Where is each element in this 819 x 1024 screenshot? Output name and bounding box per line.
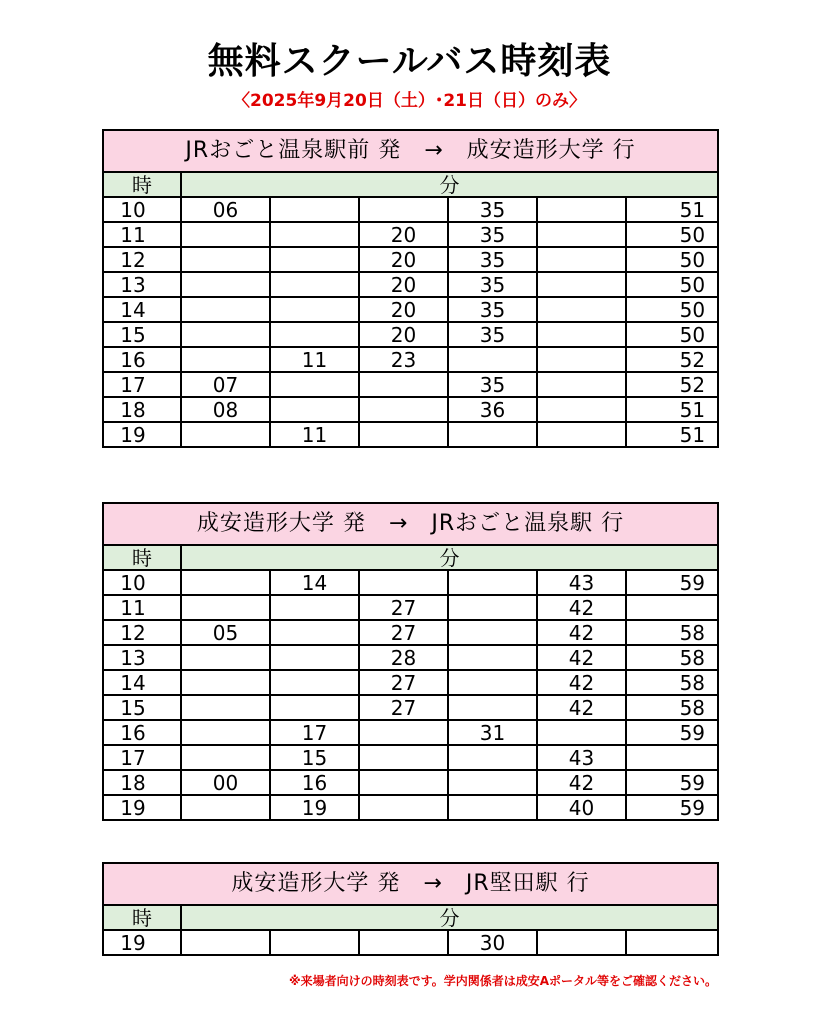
minute-cell bbox=[448, 770, 537, 795]
minute-cell: 52 bbox=[626, 372, 718, 397]
minute-cell bbox=[270, 322, 359, 347]
minute-cell: 35 bbox=[448, 247, 537, 272]
minute-cell: 27 bbox=[359, 620, 448, 645]
minute-cell: 11 bbox=[270, 422, 359, 447]
minute-cell: 35 bbox=[448, 197, 537, 222]
minute-cell: 30 bbox=[448, 930, 537, 955]
minute-cell bbox=[537, 422, 626, 447]
minute-cell bbox=[181, 570, 270, 595]
minute-cell: 27 bbox=[359, 670, 448, 695]
minute-cell bbox=[270, 930, 359, 955]
minute-cell bbox=[359, 570, 448, 595]
minute-cell: 35 bbox=[448, 272, 537, 297]
minute-cell bbox=[181, 422, 270, 447]
minute-cell: 15 bbox=[270, 745, 359, 770]
minute-cell bbox=[270, 297, 359, 322]
date-subtitle: 〈2025年9月20日（土）･21日（日）のみ〉 bbox=[233, 91, 586, 111]
column-header-row bbox=[103, 905, 718, 930]
table-row bbox=[103, 770, 718, 795]
minute-cell bbox=[359, 197, 448, 222]
table-row bbox=[103, 620, 718, 645]
minute-cell bbox=[181, 222, 270, 247]
route-title: 成安造形大学 発 → JR堅田駅 行 bbox=[103, 863, 718, 905]
minute-cell bbox=[181, 247, 270, 272]
minute-cell bbox=[181, 695, 270, 720]
table-row bbox=[103, 695, 718, 720]
table-row bbox=[103, 645, 718, 670]
table-row bbox=[103, 795, 718, 820]
minute-cell bbox=[181, 297, 270, 322]
minute-cell: 20 bbox=[359, 247, 448, 272]
hour-cell: 10 bbox=[103, 570, 181, 595]
minute-cell: 42 bbox=[537, 645, 626, 670]
hour-cell: 19 bbox=[103, 795, 181, 820]
minute-cell: 16 bbox=[270, 770, 359, 795]
minute-cell bbox=[537, 930, 626, 955]
minute-cell: 23 bbox=[359, 347, 448, 372]
minute-cell bbox=[537, 720, 626, 745]
hour-cell: 11 bbox=[103, 222, 181, 247]
table-row bbox=[103, 322, 718, 347]
minute-cell: 42 bbox=[537, 770, 626, 795]
minute-cell bbox=[359, 930, 448, 955]
minute-cell bbox=[270, 645, 359, 670]
minute-cell: 17 bbox=[270, 720, 359, 745]
minute-cell bbox=[359, 745, 448, 770]
minute-cell: 42 bbox=[537, 695, 626, 720]
minute-cell bbox=[270, 620, 359, 645]
minute-cell: 07 bbox=[181, 372, 270, 397]
hour-cell: 11 bbox=[103, 595, 181, 620]
minute-cell bbox=[448, 745, 537, 770]
hour-cell: 10 bbox=[103, 197, 181, 222]
table-row bbox=[103, 197, 718, 222]
minute-cell: 40 bbox=[537, 795, 626, 820]
minute-cell bbox=[448, 645, 537, 670]
hour-cell: 12 bbox=[103, 620, 181, 645]
minute-cell: 50 bbox=[626, 247, 718, 272]
hour-cell: 13 bbox=[103, 645, 181, 670]
table-row bbox=[103, 272, 718, 297]
minute-cell: 50 bbox=[626, 272, 718, 297]
minute-cell bbox=[448, 670, 537, 695]
hour-cell: 13 bbox=[103, 272, 181, 297]
minute-cell bbox=[270, 222, 359, 247]
minute-cell bbox=[181, 745, 270, 770]
minute-cell: 50 bbox=[626, 222, 718, 247]
minute-cell bbox=[270, 695, 359, 720]
minute-cell bbox=[626, 595, 718, 620]
minute-cell bbox=[270, 272, 359, 297]
hour-cell: 19 bbox=[103, 422, 181, 447]
hour-column-header: 時 bbox=[103, 905, 181, 930]
hour-cell: 16 bbox=[103, 347, 181, 372]
minute-cell: 20 bbox=[359, 297, 448, 322]
timetable-seian-to-katata bbox=[102, 862, 719, 956]
hour-cell: 18 bbox=[103, 397, 181, 422]
route-header-row bbox=[103, 503, 718, 545]
minute-cell bbox=[448, 570, 537, 595]
hour-cell: 14 bbox=[103, 670, 181, 695]
table-row bbox=[103, 247, 718, 272]
minute-cell bbox=[537, 322, 626, 347]
hour-cell: 17 bbox=[103, 372, 181, 397]
hour-cell: 14 bbox=[103, 297, 181, 322]
minute-cell: 35 bbox=[448, 372, 537, 397]
minute-cell bbox=[448, 695, 537, 720]
minute-cell: 35 bbox=[448, 297, 537, 322]
minute-cell: 19 bbox=[270, 795, 359, 820]
minute-cell bbox=[181, 347, 270, 372]
hour-cell: 15 bbox=[103, 695, 181, 720]
minute-cell: 36 bbox=[448, 397, 537, 422]
table-row bbox=[103, 570, 718, 595]
hour-cell: 12 bbox=[103, 247, 181, 272]
minute-cell bbox=[448, 422, 537, 447]
minute-cell: 51 bbox=[626, 422, 718, 447]
minute-cell bbox=[626, 930, 718, 955]
minute-cell bbox=[181, 272, 270, 297]
minute-cell: 05 bbox=[181, 620, 270, 645]
minute-cell bbox=[359, 422, 448, 447]
hour-cell: 19 bbox=[103, 930, 181, 955]
column-header-row bbox=[103, 172, 718, 197]
minute-cell bbox=[537, 272, 626, 297]
minute-cell bbox=[181, 720, 270, 745]
minute-cell bbox=[448, 347, 537, 372]
table-row bbox=[103, 670, 718, 695]
table-row bbox=[103, 595, 718, 620]
minute-cell bbox=[448, 620, 537, 645]
minute-column-header: 分 bbox=[181, 905, 718, 930]
minute-cell bbox=[537, 297, 626, 322]
minute-cell bbox=[537, 372, 626, 397]
minute-cell bbox=[448, 595, 537, 620]
hour-cell: 15 bbox=[103, 322, 181, 347]
minute-cell: 58 bbox=[626, 645, 718, 670]
timetable-seian-to-ogoto bbox=[102, 502, 719, 821]
table-row bbox=[103, 222, 718, 247]
table-row bbox=[103, 422, 718, 447]
route-header-row bbox=[103, 130, 718, 172]
minute-cell: 42 bbox=[537, 620, 626, 645]
table-row bbox=[103, 720, 718, 745]
minute-cell bbox=[181, 595, 270, 620]
minute-cell: 20 bbox=[359, 272, 448, 297]
page-title: 無料スクールバス時刻表 bbox=[207, 41, 612, 82]
minute-cell bbox=[537, 197, 626, 222]
minute-column-header: 分 bbox=[181, 545, 718, 570]
route-title: 成安造形大学 発 → JRおごと温泉駅 行 bbox=[103, 503, 718, 545]
minute-cell bbox=[359, 397, 448, 422]
minute-cell bbox=[359, 372, 448, 397]
table-row bbox=[103, 930, 718, 955]
minute-cell: 58 bbox=[626, 695, 718, 720]
minute-cell: 11 bbox=[270, 347, 359, 372]
minute-cell: 59 bbox=[626, 720, 718, 745]
hour-column-header: 時 bbox=[103, 172, 181, 197]
minute-cell: 14 bbox=[270, 570, 359, 595]
minute-cell: 20 bbox=[359, 322, 448, 347]
minute-cell: 35 bbox=[448, 222, 537, 247]
footnote: ※来場者向けの時刻表です。学内関係者は成安Aポータル等をご確認ください。 bbox=[289, 974, 717, 988]
column-header-row bbox=[103, 545, 718, 570]
minute-cell: 27 bbox=[359, 595, 448, 620]
minute-cell: 43 bbox=[537, 570, 626, 595]
minute-cell: 58 bbox=[626, 670, 718, 695]
minute-cell: 50 bbox=[626, 322, 718, 347]
minute-cell bbox=[626, 745, 718, 770]
minute-cell bbox=[537, 397, 626, 422]
minute-cell bbox=[270, 670, 359, 695]
minute-cell: 00 bbox=[181, 770, 270, 795]
minute-cell bbox=[181, 795, 270, 820]
minute-cell: 31 bbox=[448, 720, 537, 745]
table-row bbox=[103, 397, 718, 422]
hour-column-header: 時 bbox=[103, 545, 181, 570]
minute-cell: 27 bbox=[359, 695, 448, 720]
timetable-ogoto-to-seian bbox=[102, 129, 719, 448]
minute-column-header: 分 bbox=[181, 172, 718, 197]
minute-cell: 06 bbox=[181, 197, 270, 222]
minute-cell bbox=[359, 770, 448, 795]
table-row bbox=[103, 745, 718, 770]
table-row bbox=[103, 372, 718, 397]
minute-cell bbox=[537, 222, 626, 247]
minute-cell: 59 bbox=[626, 770, 718, 795]
minute-cell: 42 bbox=[537, 670, 626, 695]
minute-cell bbox=[270, 372, 359, 397]
minute-cell: 52 bbox=[626, 347, 718, 372]
hour-cell: 17 bbox=[103, 745, 181, 770]
minute-cell bbox=[181, 670, 270, 695]
minute-cell bbox=[181, 322, 270, 347]
minute-cell bbox=[359, 720, 448, 745]
table-row bbox=[103, 297, 718, 322]
hour-cell: 18 bbox=[103, 770, 181, 795]
table-row bbox=[103, 347, 718, 372]
minute-cell: 42 bbox=[537, 595, 626, 620]
minute-cell: 35 bbox=[448, 322, 537, 347]
minute-cell: 51 bbox=[626, 197, 718, 222]
minute-cell: 58 bbox=[626, 620, 718, 645]
minute-cell bbox=[359, 795, 448, 820]
minute-cell bbox=[181, 930, 270, 955]
minute-cell bbox=[448, 795, 537, 820]
minute-cell: 20 bbox=[359, 222, 448, 247]
minute-cell bbox=[270, 247, 359, 272]
route-title: JRおごと温泉駅前 発 → 成安造形大学 行 bbox=[103, 130, 718, 172]
minute-cell: 59 bbox=[626, 795, 718, 820]
minute-cell: 51 bbox=[626, 397, 718, 422]
minute-cell: 43 bbox=[537, 745, 626, 770]
minute-cell: 59 bbox=[626, 570, 718, 595]
hour-cell: 16 bbox=[103, 720, 181, 745]
minute-cell bbox=[537, 247, 626, 272]
minute-cell bbox=[270, 197, 359, 222]
minute-cell bbox=[270, 397, 359, 422]
minute-cell: 50 bbox=[626, 297, 718, 322]
minute-cell bbox=[270, 595, 359, 620]
route-header-row bbox=[103, 863, 718, 905]
minute-cell: 28 bbox=[359, 645, 448, 670]
minute-cell bbox=[537, 347, 626, 372]
minute-cell: 08 bbox=[181, 397, 270, 422]
minute-cell bbox=[181, 645, 270, 670]
